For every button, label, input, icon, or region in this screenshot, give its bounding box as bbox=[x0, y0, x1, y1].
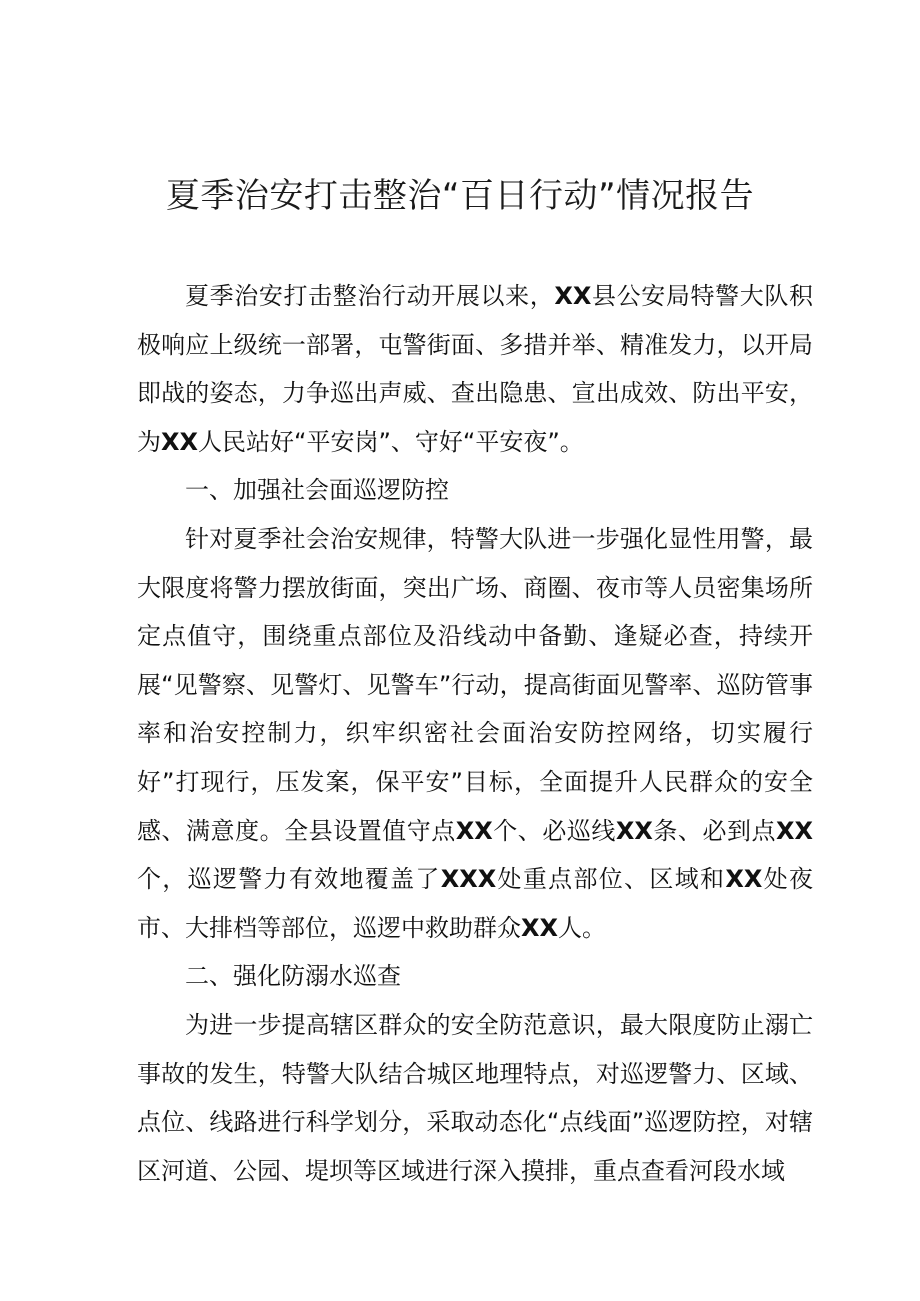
document-title: 夏季治安打击整治“百日行动”情况报告 bbox=[165, 176, 755, 216]
placeholder-text: XX bbox=[161, 427, 199, 456]
paragraph-patrol: 针对夏季社会治安规律，特警大队进一步强化显性用警，最大限度将警力摆放街面，突出广场、商圈、夜市等人员密集场所定点值守，围绕重点部位及沿线动中备勤、逢疑必查，持续开展“见警察、见警灯、见警车”行动，提高街面见警率、巡防管事率和治安控制力，织牢织密社会面治安防控网络，切实履行好”打现行，压发案，保平安”目标，全面提升人民群众的安全感、满意度。全县设置值守点XX个、必巡线XX条、必到点XX个，巡逻警力有效地覆盖了XXX处重点部位、区域和XX处夜市、大排档等部位，巡逻中救助群众XX人。 bbox=[137, 524, 814, 942]
section-heading-2: 二、强化防溺水巡查 bbox=[185, 962, 401, 991]
placeholder-text: XX bbox=[455, 816, 493, 845]
section-heading-1: 一、加强社会面巡逻防控 bbox=[185, 476, 449, 505]
paragraph-drowning-prevention: 为进一步提高辖区群众的安全防范意识，最大限度防止溺亡事故的发生，特警大队结合城区地理特点，对巡逻警力、区域、点位、线路进行科学划分，采取动态化“点线面”巡逻防控，对辖区河道、公园、堤坝等区域进行深入摸排，重点查看河段水域 bbox=[137, 1010, 813, 1185]
placeholder-text: XX bbox=[521, 913, 559, 942]
placeholder-text: XX bbox=[725, 865, 763, 894]
placeholder-text: XXX bbox=[440, 865, 497, 894]
paragraph-intro: 夏季治安打击整治行动开展以来，XX县公安局特警大队积极响应上级统一部署，屯警街面、多措并举、精准发力，以开局即战的姿态，力争巡出声威、查出隐患、宣出成效、防出平安，为XX人民站好“平安岗”、守好“平安夜”。 bbox=[137, 282, 814, 456]
document-body bbox=[137, 272, 813, 1195]
placeholder-text: XX bbox=[615, 816, 653, 845]
placeholder-text: XX bbox=[776, 816, 814, 845]
placeholder-text: XX bbox=[554, 282, 592, 310]
